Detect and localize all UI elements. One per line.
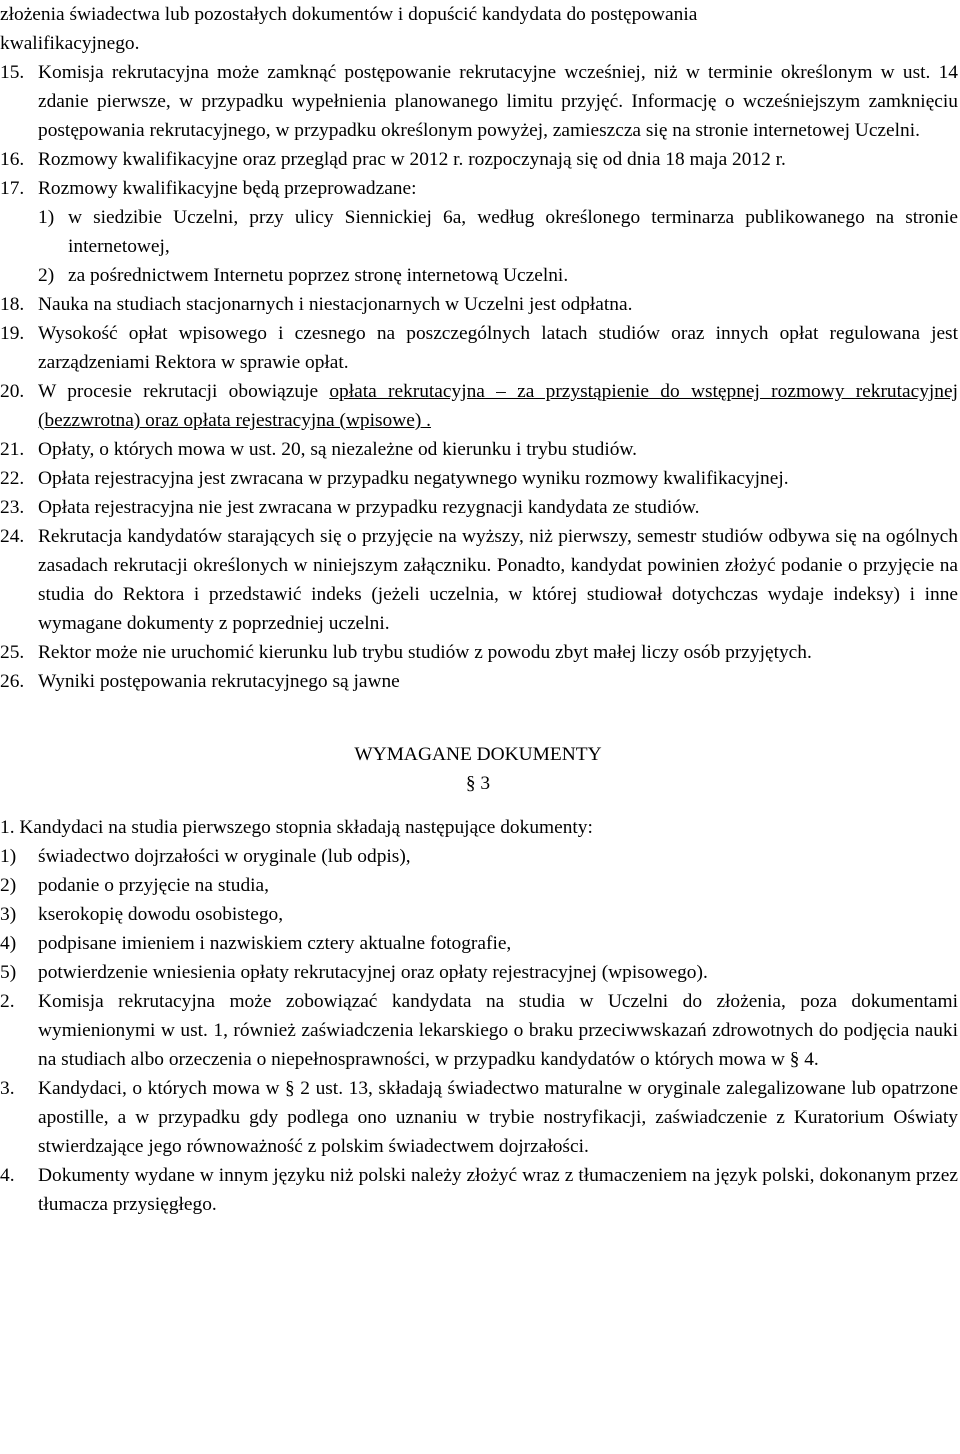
sub-number: 2) (38, 265, 55, 286)
item-22 (0, 464, 960, 493)
list-number: 3) (0, 904, 17, 925)
docs-list-item-3 (0, 900, 960, 929)
intro-line-2: kwalifikacyjnego. (0, 33, 140, 54)
item-text: Opłata rejestracyjna nie jest zwracana w przypadku rezygnacji kandydata ze studiów. (38, 497, 700, 518)
item-text-underlined: opłata rekrutacyjna – za przystąpienie do wstępnej rozmowy rekrutacyjnej (bezzwrotna) oraz opłata rejestracyjna (wpisowe) . (38, 381, 958, 431)
docs-list-item-1 (0, 842, 960, 871)
sub-text: w siedzibie Uczelni, przy ulicy Siennickiej 6a, według określonego terminarza publikowanego na stronie internetowej, (68, 207, 958, 257)
list-number: 1) (0, 846, 17, 867)
list-text: kserokopię dowodu osobistego, (38, 904, 284, 925)
item-20 (0, 377, 960, 435)
item-text: Kandydaci, o których mowa w § 2 ust. 13, składają świadectwo maturalne w oryginale zalegalizowane lub opatrzone apostille, a w przypadku gdy podlega ono uznaniu w trybie nostryfikacji, zaświadczenie z Kuratorium Oświaty stwierdzające jego równoważność z polskim świadectwem dojrzałości. (38, 1078, 958, 1157)
item-text: Opłaty, o których mowa w ust. 20, są niezależne od kierunku i trybu studiów. (38, 439, 638, 460)
item-text: Dokumenty wydane w innym języku niż polski należy złożyć wraz z tłumaczeniem na język polski, dokonanym przez tłumacza przysięgłego. (38, 1165, 958, 1215)
item-17-sub-1 (0, 203, 958, 261)
item-number: 18. (0, 294, 25, 315)
item-number: 16. (0, 149, 25, 170)
item-text (38, 377, 958, 435)
item-number: 23. (0, 497, 25, 518)
item-text: Wyniki postępowania rekrutacyjnego są jawne (38, 671, 400, 692)
item-number: 26. (0, 671, 25, 692)
item-text: Nauka na studiach stacjonarnych i niestacjonarnych w Uczelni jest odpłatna. (38, 294, 633, 315)
item-17 (0, 174, 960, 203)
list-number: 4) (0, 933, 17, 954)
item-24 (0, 522, 960, 638)
item-26 (0, 667, 960, 696)
item-text: Rozmowy kwalifikacyjne będą przeprowadzane: (38, 178, 417, 199)
list-number: 2) (0, 875, 17, 896)
list-text: świadectwo dojrzałości w oryginale (lub odpis), (38, 846, 411, 867)
intro-continuation (0, 0, 960, 58)
item-text: Komisja rekrutacyjna może zamknąć postępowanie rekrutacyjne wcześniej, niż w terminie określonym w ust. 14 zdanie pierwsze, w przypadku wypełnienia planowanego limitu przyjęć. Informację o wcześniejszym zamknięciu postępowania rekrutacyjnego, w przypadku określonym powyżej, zamieszcza się na stronie internetowej Uczelni. (38, 62, 958, 141)
item-number: 25. (0, 642, 25, 663)
item-text: Rekrutacja kandydatów starających się o przyjęcie na wyższy, niż pierwszy, semestr studiów odbywa się na ogólnych zasadach rekrutacji określonych w niniejszym załączniku. Ponadto, kandydat powinien złożyć podanie o przyjęcie na studia do Rektora i przedstawić indeks (jeżeli uczelnia, w której studiował dotychczas wydaje indeksy) i inne wymagane dokumenty z poprzedniej uczelni. (38, 526, 958, 634)
item-number: 17. (0, 178, 25, 199)
docs-item-3 (0, 1074, 960, 1161)
item-number: 19. (0, 323, 25, 344)
docs-item-4 (0, 1161, 960, 1219)
item-number: 3. (0, 1078, 15, 1099)
intro-line-1: złożenia świadectwa lub pozostałych dokumentów i dopuścić kandydata do postępowania (0, 4, 698, 25)
item-number: 2. (0, 991, 15, 1012)
item-number: 15. (0, 62, 25, 83)
sub-text: za pośrednictwem Internetu poprzez stronę internetową Uczelni. (68, 265, 569, 286)
item-text: Komisja rekrutacyjna może zobowiązać kandydata na studia w Uczelni do złożenia, poza dokumentami wymienionymi w ust. 1, również zaświadczenia lekarskiego o braku przeciwwskazań zdrowotnych do podjęcia nauki na studiach albo orzeczenia o niepełnosprawności, w przypadku kandydatów o których mowa w § 4. (38, 991, 958, 1070)
section-sign: § 3 (465, 773, 491, 794)
item-text: Rektor może nie uruchomić kierunku lub trybu studiów z powodu zbyt małej liczy osób przyjętych. (38, 642, 812, 663)
item-number: 24. (0, 526, 25, 547)
list-number: 5) (0, 962, 17, 983)
item-18 (0, 290, 960, 319)
item-text: Rozmowy kwalifikacyjne oraz przegląd prac w 2012 r. rozpoczynają się od dnia 18 maja 2012 r. (38, 149, 786, 170)
item-15 (0, 58, 960, 145)
item-number: 20. (0, 381, 25, 402)
item-21 (0, 435, 960, 464)
item-number: 4. (0, 1165, 15, 1186)
sub-number: 1) (38, 207, 55, 228)
item-23 (0, 493, 960, 522)
item-17-sub-2 (0, 261, 958, 290)
list-text: podanie o przyjęcie na studia, (38, 875, 269, 896)
docs-item-2 (0, 987, 960, 1074)
item-25 (0, 638, 960, 667)
item-number: 21. (0, 439, 25, 460)
item-text-plain: W procesie rekrutacji obowiązuje (38, 381, 330, 402)
list-text: potwierdzenie wniesienia opłaty rekrutacyjnej oraz opłaty rejestracyjnej (wpisowego). (38, 962, 708, 983)
item-number: 22. (0, 468, 25, 489)
item-text: Opłata rejestracyjna jest zwracana w przypadku negatywnego wyniku rozmowy kwalifikacyjnej. (38, 468, 789, 489)
list-text: podpisane imieniem i nazwiskiem cztery aktualne fotografie, (38, 933, 512, 954)
item-19 (0, 319, 960, 377)
section-title: WYMAGANE DOKUMENTY (354, 744, 602, 765)
docs-list-item-2 (0, 871, 960, 900)
docs-list-item-4 (0, 929, 960, 958)
item-number: 1. (0, 817, 15, 838)
item-text: Kandydaci na studia pierwszego stopnia składają następujące dokumenty: (19, 817, 593, 838)
docs-item-1 (0, 813, 960, 842)
docs-list-item-5 (0, 958, 960, 987)
item-text: Wysokość opłat wpisowego i czesnego na poszczególnych latach studiów oraz innych opłat regulowana jest zarządzeniami Rektora w sprawie opłat. (38, 323, 958, 373)
item-16 (0, 145, 960, 174)
